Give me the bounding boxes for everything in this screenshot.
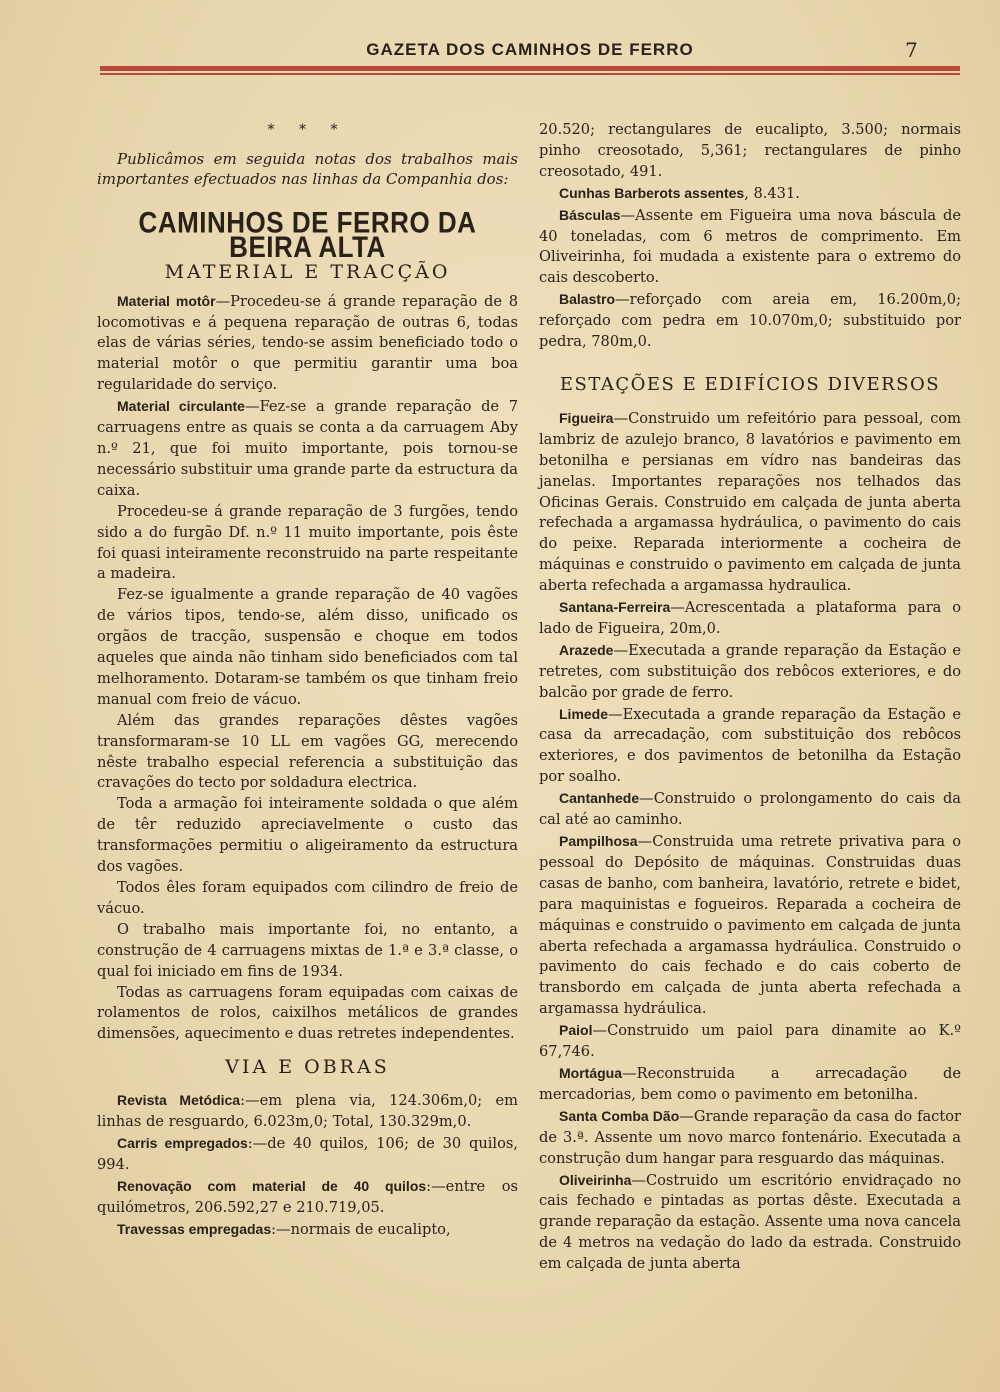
paragraph-lead: Paiol xyxy=(559,1022,593,1039)
article-title: CAMINHOS DE FERRO DA BEIRA ALTA xyxy=(138,205,477,264)
paragraph-lead: Santana-Ferreira xyxy=(559,599,671,616)
paragraph-lead: Renovação com material de 40 quilos xyxy=(117,1177,427,1194)
paragraph: Fez-se igualmente a grande reparação de 40 vagões de vários tipos, tendo-se, além disso, unificado os orgãos de tracção, suspensão e choque em todos aqueles que ainda não tinham sido beneficiados com tal melhoramento. Dotaram-se também os que tinham freio manual com freio de vácuo. xyxy=(97,586,518,708)
paragraph: Limede—Executada a grande reparação da Estação e casa da arrecadação, com substituição dos rebôcos exteriores, e dos pavimentos de betonilha da Estação por soalho. xyxy=(539,705,961,786)
paragraph: Mortágua—Reconstruida a arrecadação de mercadorias, bem como o pavimento em betonilha. xyxy=(539,1064,961,1103)
paragraph: Oliveirinha—Costruido um escritório envidraçado no cais fechado e pintadas as portas dêste. Executada a grande reparação da estação. Assente uma nova cancela de 4 metros na vedação do lado da estrada. Construido em calçada de junta aberta xyxy=(539,1171,961,1273)
paragraph: Revista Metódica:—em plena via, 124.306m,0; em linhas de resguardo, 6.023m,0; Total, 130.329m,0. xyxy=(97,1092,518,1131)
paragraph: Todas as carruagens foram equipadas com caixas de rolamentos de rolos, caixilhos metálicos de grandes dimensões, aquecimento e duas retretes independentes. xyxy=(97,983,518,1043)
paragraph-lead: Figueira xyxy=(559,409,614,426)
paragraph-lead: Travessas empregadas xyxy=(117,1220,272,1237)
paragraph: Cunhas Barberots assentes, 8.431. xyxy=(559,184,800,202)
section-heading-material: MATERIAL E TRACÇÃO xyxy=(164,260,451,283)
paragraph: Arazede—Executada a grande reparação da Estação e retretes, com substituição dos rebôcos exteriores, e do balcão por grade de ferro. xyxy=(539,641,961,701)
paragraph: Carris empregados:—de 40 quilos, 106; de 30 quilos, 994. xyxy=(97,1134,518,1173)
paragraph: O trabalho mais importante foi, no entanto, a construção de 4 carruagens mixtas de 1.ª e 3.ª classe, o qual foi iniciado em fins de 1934. xyxy=(97,920,518,980)
paragraph-lead: Mortágua xyxy=(559,1064,622,1081)
intro-paragraph: Publicâmos em seguida notas dos trabalhos mais importantes efectuados nas linhas da Companhia dos: xyxy=(97,149,518,189)
paragraph: Toda a armação foi inteiramente soldada o que além de têr reduzido apreciavelmente o custo das transformações permitiu o aligeiramento da estructura dos vagões. xyxy=(97,795,518,876)
paragraph: Além das grandes reparações dêstes vagões transformaram-se 10 LL em vagões GG, merecendo nêste trabalho especial referencia a substituição das cravações do tecto por soldadura electrica. xyxy=(97,711,518,792)
header-rule-thin xyxy=(100,73,960,75)
header-rule-thick xyxy=(100,66,960,71)
paragraph-lead: Carris empregados xyxy=(117,1134,248,1151)
paragraph: Renovação com material de 40 quilos:—entre os quilómetros, 206.592,27 e 210.719,05. xyxy=(97,1177,518,1216)
paragraph: Paiol—Construido um paiol para dinamite ao K.º 67,746. xyxy=(539,1022,961,1061)
paragraph: Cantanhede—Construido o prolongamento do cais da cal até ao caminho. xyxy=(539,790,961,829)
paragraph-lead: Arazede xyxy=(559,641,614,658)
paragraph: Pampilhosa—Construida uma retrete privativa para o pessoal do Depósito de máquinas. Construidas duas casas de banho, com banheira, lavatório, retrete e bidet, para maquinistas e fogueiros. Reparada a cocheira de máquinas e construido o pavimento em calçada de junta aberta refechada a argamassa hydráulica. Construido o pavimento do cais fechado e do cais coberto de transbordo em calçada de junta aberta refechada a argamassa hydráulica. xyxy=(539,833,961,1018)
running-header: GAZETA DOS CAMINHOS DE FERRO xyxy=(366,40,694,59)
paragraph-lead: Oliveirinha xyxy=(559,1171,632,1188)
paragraph-lead: Balastro xyxy=(559,291,616,308)
paragraph-lead: Revista Metódica xyxy=(117,1092,241,1109)
paragraph: Balastro—reforçado com areia em, 16.200m,0; reforçado com pedra em 10.070m,0; substituido por pedra, 780m,0. xyxy=(539,291,961,351)
section-separator: * * * xyxy=(267,122,348,138)
paragraph: Procedeu-se á grande reparação de 3 furgões, tendo sido a do furgão Df. n.º 11 muito importante, pois êste foi quasi inteiramente reconstruido na parte respeitante a madeira. xyxy=(97,502,518,583)
paragraph-lead: Pampilhosa xyxy=(559,833,638,849)
paragraph-lead: Limede xyxy=(559,705,609,722)
paragraph: Básculas—Assente em Figueira uma nova báscula de 40 toneladas, com 6 metros de comprimento. Em Oliveirinha, foi mudada a existente para o extremo do cais descoberto. xyxy=(539,206,961,287)
left-column xyxy=(97,120,518,1241)
paragraph-lead: Material motôr xyxy=(117,292,216,309)
paragraph-lead: Cantanhede xyxy=(559,790,640,807)
paragraph-lead: Santa Comba Dão xyxy=(559,1107,680,1124)
paragraph-lead: Material circulante xyxy=(117,398,245,415)
paragraph-continued: 20.520; rectangulares de eucalipto, 3.500; normais pinho creosotado, 5,361; rectangulares de pinho creosotado, 491. xyxy=(539,121,961,180)
paragraph: Santana-Ferreira—Acrescentada a plataforma para o lado de Figueira, 20m,0. xyxy=(539,599,961,637)
paragraph: Figueira—Construido um refeitório para pessoal, com lambriz de azulejo branco, 8 lavatórios e pavimento em betonilha e persianas em vídro nas bandeiras das janelas. Importantes reparações nos telhados das Oficinas Gerais. Construido em calçada de junta aberta refechada a argamassa hydráulica, o pavimento do cais do peixe. Reparada interiormente a cocheira de máquinas e construido o pavimento em calçada de junta aberta refechada a argamassa hydraulica. xyxy=(539,409,961,595)
right-column xyxy=(539,120,961,1275)
paragraph: Material motôr—Procedeu-se á grande reparação de 8 locomotivas e á pequena reparação de outras 6, todas elas de várias séries, tendo-se assim beneficiado todo o material motôr o que permitiu garantir uma boa regularidade do serviço. xyxy=(97,292,518,394)
section-heading-estacoes: ESTAÇÕES E EDIFÍCIOS DIVERSOS xyxy=(559,373,941,395)
paragraph: Todos êles foram equipados com cilindro de freio de vácuo. xyxy=(97,879,518,917)
page-number: 7 xyxy=(905,38,918,62)
paragraph-lead: Básculas xyxy=(559,206,621,223)
paragraph: Santa Comba Dão—Grande reparação da casa do factor de 3.ª. Assente um novo marco fontenário. Executada a construção dum hangar para resguardo das máquinas. xyxy=(539,1107,961,1167)
section-heading-via: VIA E OBRAS xyxy=(225,1056,390,1079)
paragraph: Travessas empregadas:—normais de eucalipto, xyxy=(117,1220,451,1238)
paragraph: Material circulante—Fez-se a grande reparação de 7 carruagens entre as quais se conta a da carruagem Aby n.º 21, que foi muito importante, pois tornou-se necessário substituir uma grande parte da estructura da caixa. xyxy=(97,398,519,499)
paragraph-lead: Cunhas Barberots assentes xyxy=(559,184,745,201)
